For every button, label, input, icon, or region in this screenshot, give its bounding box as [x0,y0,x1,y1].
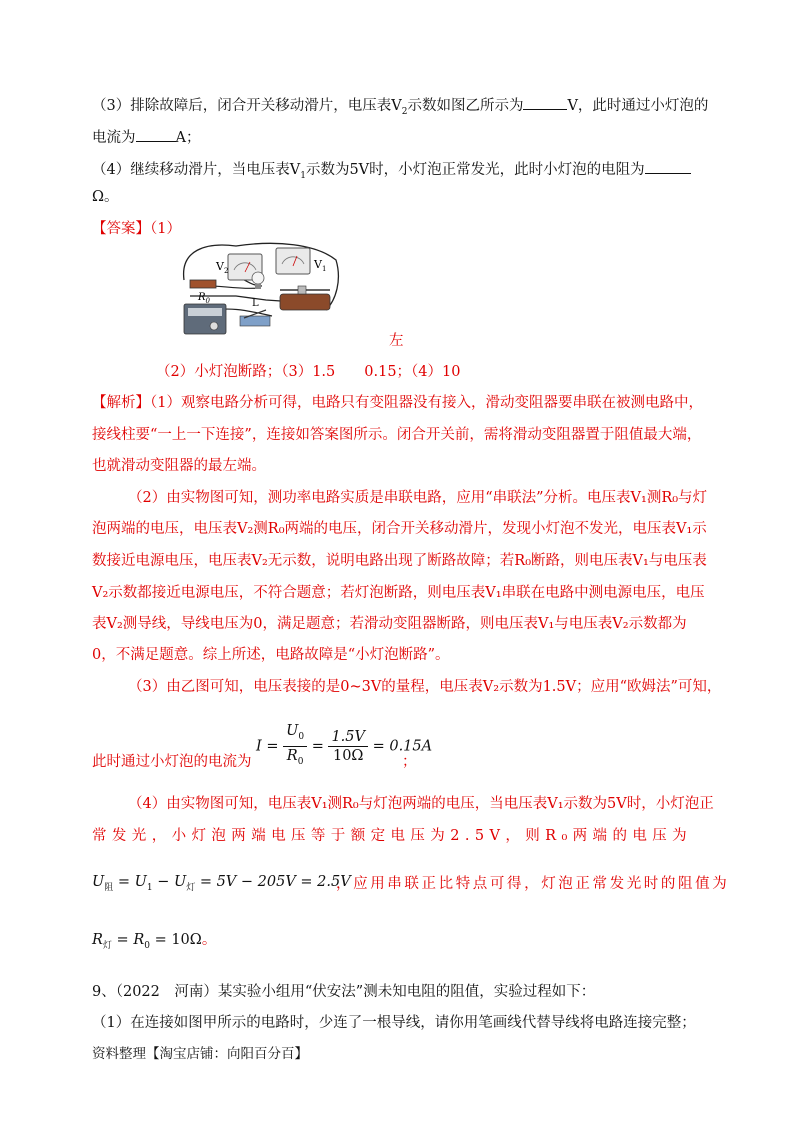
analysis-p4-line-3: ，应用串联正比特点可得，灯泡正常发光时的阻值为 [336,876,730,892]
rheostat-icon [280,294,330,310]
analysis-p2-line-6: 0，不满足题意。综上所述，电路故障是“小灯泡断路”。 [92,647,450,663]
answer-blank [523,95,567,110]
svg-text:V2: $V_2$ [216,260,229,275]
question-9-title: 9、（2022 河南）某实验小组用“伏安法”测未知电阻的阻值，实验过程如下： [92,984,596,1000]
voltmeter-v1-icon [276,248,310,274]
answer-left: 左 [389,333,404,349]
question-9-part-1: （1）在连接如图甲所示的电路时，少连了一根导线，请你用笔画线代替导线将电路连接完整； [92,1015,696,1031]
analysis-p3-line-2: 此时通过小灯泡的电流为 [92,754,252,770]
analysis-p2-line-1: （2）由实物图可知，测功率电路实质是串联电路，应用“串联法”分析。电压表V₁测R₀与灯 [128,490,708,506]
circuit-figure [176,240,344,342]
analysis-p3-line-1: （3）由乙图可知，电压表接的是0~3V的量程，电压表V₂示数为1.5V；应用“欧姆法”可知， [128,679,722,695]
svg-text:L: L [252,298,259,309]
analysis-p4-line-2: 常发光，小灯泡两端电压等于额定电压为2.5V，则R₀两端的电压为 [92,828,693,844]
analysis-p1-line-2: 接线柱要“一上一下连接”，连接如答案图所示。闭合开关前，需将滑动变阻器置于阻值最大端， [92,427,702,443]
analysis-p2-line-3: 数接近电源电压，电压表V₂无示数，说明电路出现了断路故障；若R₀断路，则电压表V₁与电压表 [92,553,707,569]
answer-heading: 【答案】（1） [92,221,181,237]
page-footer: 资料整理【淘宝店铺：向阳百分百】 [92,1046,308,1062]
formula-resistance: $R_灯 = R_0 = 10\Omega$。 [92,932,217,951]
question-4-line-1: （4）继续移动滑片，当电压表$V_1$示数为5V时，小灯泡正常发光，此时小灯泡的电阻为 [92,159,691,186]
answer-blank [645,159,691,174]
question-3-line-1: （3）排除故障后，闭合开关移动滑片，电压表$V_2$示数如图乙所示为 V，此时通过小灯泡的 [92,95,708,122]
analysis-p1-line-3: 也就滑动变阻器的最左端。 [92,458,266,474]
analysis-p3-end: ； [402,754,417,770]
resistor-r0-icon [190,280,216,288]
fraction-values: $\frac{1.5V}{10\Omega}$ [328,728,368,765]
analysis-p4-line-1: （4）由实物图可知，电压表V₁测R₀与灯泡两端的电压，当电压表V₁示数为5V时，小灯泡正 [128,796,714,812]
formula-voltage: $U_阻 = U_1 - U_灯 = 5V - 205V = 2.5V$ [92,874,351,893]
fraction-u0-r0: $\frac{U_0}{R_0}$ [283,722,307,771]
formula-current: I = $\frac{U_0}{R_0}$ = $\frac{1.5V}{10\Omega}$ = 0.15A [256,722,432,771]
bulb-icon [252,272,264,284]
analysis-p2-line-4: V₂示数都接近电源电压，不符合题意；若灯泡断路，则电压表V₁串联在电路中测电源电压，电压 [92,585,705,601]
analysis-p1-line-1: 【解析】（1）观察电路分析可得，电路只有变阻器没有接入，滑动变阻器要串联在被测电路中， [92,395,703,411]
answer-blank [136,127,176,142]
svg-text:V1: $V_1$ [314,258,327,273]
question-3-line-2: 电流为 A； [92,127,200,148]
answer-line-2: （2）小灯泡断路；（3）1.5 0.15；（4）10 [156,364,461,380]
analysis-p2-line-2: 泡两端的电压，电压表V₂测R₀两端的电压，闭合开关移动滑片，发现小灯泡不发光，电压表V₁示 [92,521,707,537]
question-4-line-2: Ω。 [92,189,119,205]
svg-text:R0: $R_0$ [198,292,210,305]
analysis-p2-line-5: 表V₂测导线，导线电压为0，满足题意；若滑动变阻器断路，则电压表V₁与电压表V₂示数都为 [92,616,687,632]
